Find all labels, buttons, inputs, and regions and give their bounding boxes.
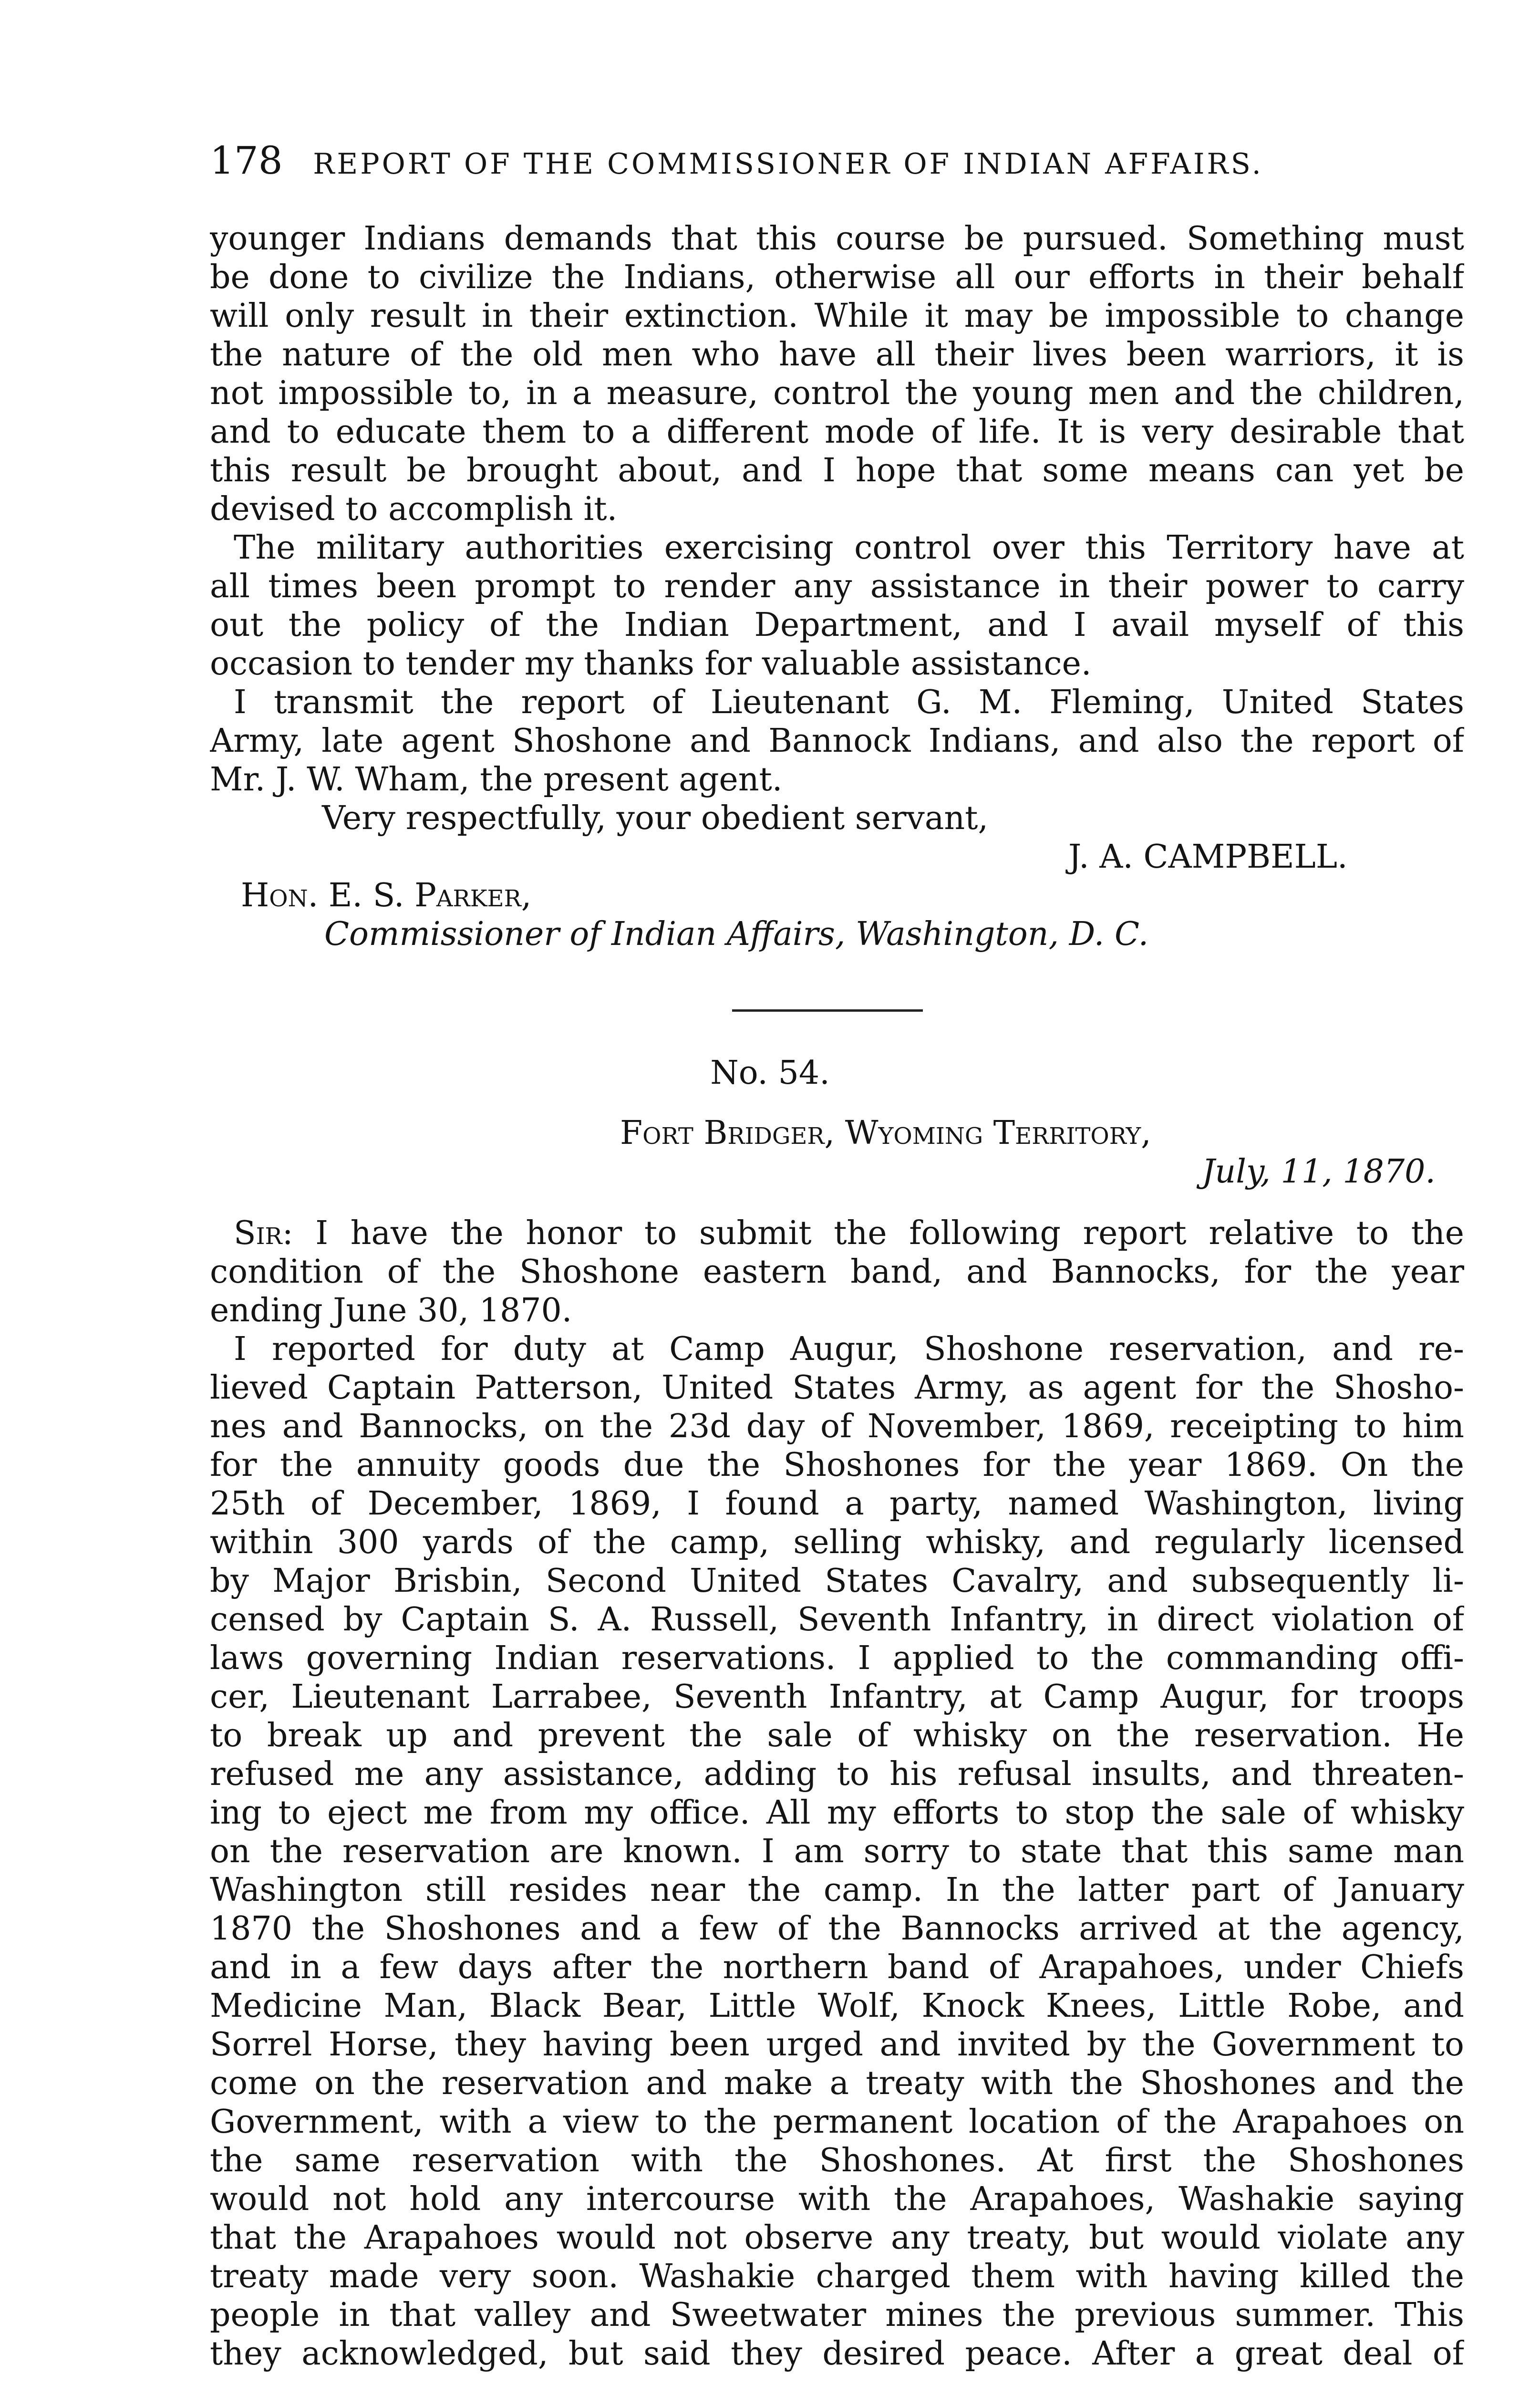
text-line: come on the reservation and make a treaty with the Shoshones and the <box>210 2064 1464 2102</box>
text-line: 1870 the Shoshones and a few of the Bannocks arrived at the agency, <box>210 1910 1464 1948</box>
text-line: not impossible to, in a measure, control the young men and the children, <box>210 374 1464 412</box>
text-line: people in that valley and Sweetwater mines the previous summer. This <box>210 2296 1464 2334</box>
text-line: I transmit the report of Lieutenant G. M. Fleming, United States <box>234 684 1464 721</box>
text-line: The military authorities exercising control over this Territory have at <box>234 529 1464 567</box>
letter2-body <box>210 1214 1464 2373</box>
text-line: all times been prompt to render any assistance in their power to carry <box>210 568 1464 605</box>
text-line: out the policy of the Indian Department, and I avail myself of this <box>210 606 1464 644</box>
text-line: I reported for duty at Camp Augur, Shoshone reservation, and re- <box>234 1330 1464 1368</box>
text-line: and to educate them to a different mode of life. It is very desirable that <box>210 413 1464 451</box>
text-line: Army, late agent Shoshone and Bannock Indians, and also the report of <box>210 722 1464 760</box>
text-line: on the reservation are known. I am sorry to state that this same man <box>210 1833 1464 1870</box>
text-line: the same reservation with the Shoshones. At first the Shoshones <box>210 2142 1464 2179</box>
text-line: cer, Lieutenant Larrabee, Seventh Infantry, at Camp Augur, for troops <box>210 1678 1464 1716</box>
addressee-name: Hon. E. S. Parker, <box>241 877 532 914</box>
text-line: and in a few days after the northern band of Arapahoes, under Chiefs <box>210 1949 1464 1986</box>
document-number: No. 54. <box>710 1054 830 1092</box>
text-line: Sorrel Horse, they having been urged and invited by the Government to <box>210 2026 1464 2064</box>
text-line: be done to civilize the Indians, otherwise all our efforts in their behalf <box>210 259 1464 296</box>
text-line: that the Arapahoes would not observe any treaty, but would violate any <box>210 2219 1464 2257</box>
text-line: will only result in their extinction. While it may be impossible to change <box>210 297 1464 335</box>
text-line: devised to accomplish it. <box>210 490 618 528</box>
text-line-content: : I have the honor to submit the following report relative to the <box>282 1214 1464 1252</box>
text-line: Washington still resides near the camp. In the latter part of January <box>210 1871 1464 1909</box>
page-number: 178 <box>210 138 283 183</box>
text-line: 25th of December, 1869, I found a party, named Washington, living <box>210 1485 1464 1523</box>
text-line: by Major Brisbin, Second United States Cavalry, and subsequently li- <box>210 1562 1464 1600</box>
text-line: treaty made very soon. Washakie charged them with having killed the <box>210 2258 1464 2295</box>
text-line: younger Indians demands that this course be pursued. Something must <box>210 220 1464 258</box>
text-line: Medicine Man, Black Bear, Little Wolf, Knock Knees, Little Robe, and <box>210 1987 1464 2025</box>
text-line: condition of the Shoshone eastern band, and Bannocks, for the year <box>210 1253 1464 1291</box>
text-line: laws governing Indian reservations. I applied to the commanding offi- <box>210 1639 1464 1677</box>
text-line: Mr. J. W. Wham, the present agent. <box>210 761 783 798</box>
dateline-place: Fort Bridger, Wyoming Territory, <box>620 1114 1151 1152</box>
letter2-heading <box>210 1114 1464 1191</box>
running-title: REPORT OF THE COMMISSIONER OF INDIAN AFFAIRS. <box>313 147 1263 181</box>
text-line: refused me any assistance, adding to his refusal insults, and threaten- <box>210 1755 1464 1793</box>
text-line: occasion to tender my thanks for valuable assistance. <box>210 645 1092 683</box>
salutation: Sir <box>234 1214 282 1252</box>
text-line: this result be brought about, and I hope that some means can yet be <box>210 452 1464 489</box>
text-line: for the annuity goods due the Shoshones for the year 1869. On the <box>210 1446 1464 1484</box>
text-line: ing to eject me from my office. All my efforts to stop the sale of whisky <box>210 1794 1464 1832</box>
text-line <box>210 1214 1464 1253</box>
closing-line: Very respectfully, your obedient servant, <box>322 799 989 837</box>
text-line: ending June 30, 1870. <box>210 1292 572 1329</box>
section-divider <box>732 1009 923 1012</box>
text-line: to break up and prevent the sale of whisky on the reservation. He <box>210 1717 1464 1754</box>
text-line: the nature of the old men who have all their lives been warriors, it is <box>210 336 1464 373</box>
text-line: they acknowledged, but said they desired peace. After a great deal of <box>210 2335 1464 2373</box>
running-head <box>210 139 1354 186</box>
letter1-body <box>210 219 1464 799</box>
text-line: lieved Captain Patterson, United States Army, as agent for the Shosho- <box>210 1369 1464 1407</box>
dateline-date: July, 11, 1870. <box>1202 1153 1436 1191</box>
letter1-closing-block <box>210 799 1464 954</box>
text-line: nes and Bannocks, on the 23d day of November, 1869, receipting to him <box>210 1408 1464 1445</box>
text-line: within 300 yards of the camp, selling whisky, and regularly licensed <box>210 1524 1464 1561</box>
signature: J. A. CAMPBELL. <box>1068 838 1348 876</box>
text-line: would not hold any intercourse with the Arapahoes, Washakie saying <box>210 2180 1464 2218</box>
text-line: Government, with a view to the permanent location of the Arapahoes on <box>210 2103 1464 2141</box>
text-line: censed by Captain S. A. Russell, Seventh Infantry, in direct violation of <box>210 1601 1464 1638</box>
addressee-title: Commissioner of Indian Affairs, Washington, D. C. <box>324 915 1149 953</box>
